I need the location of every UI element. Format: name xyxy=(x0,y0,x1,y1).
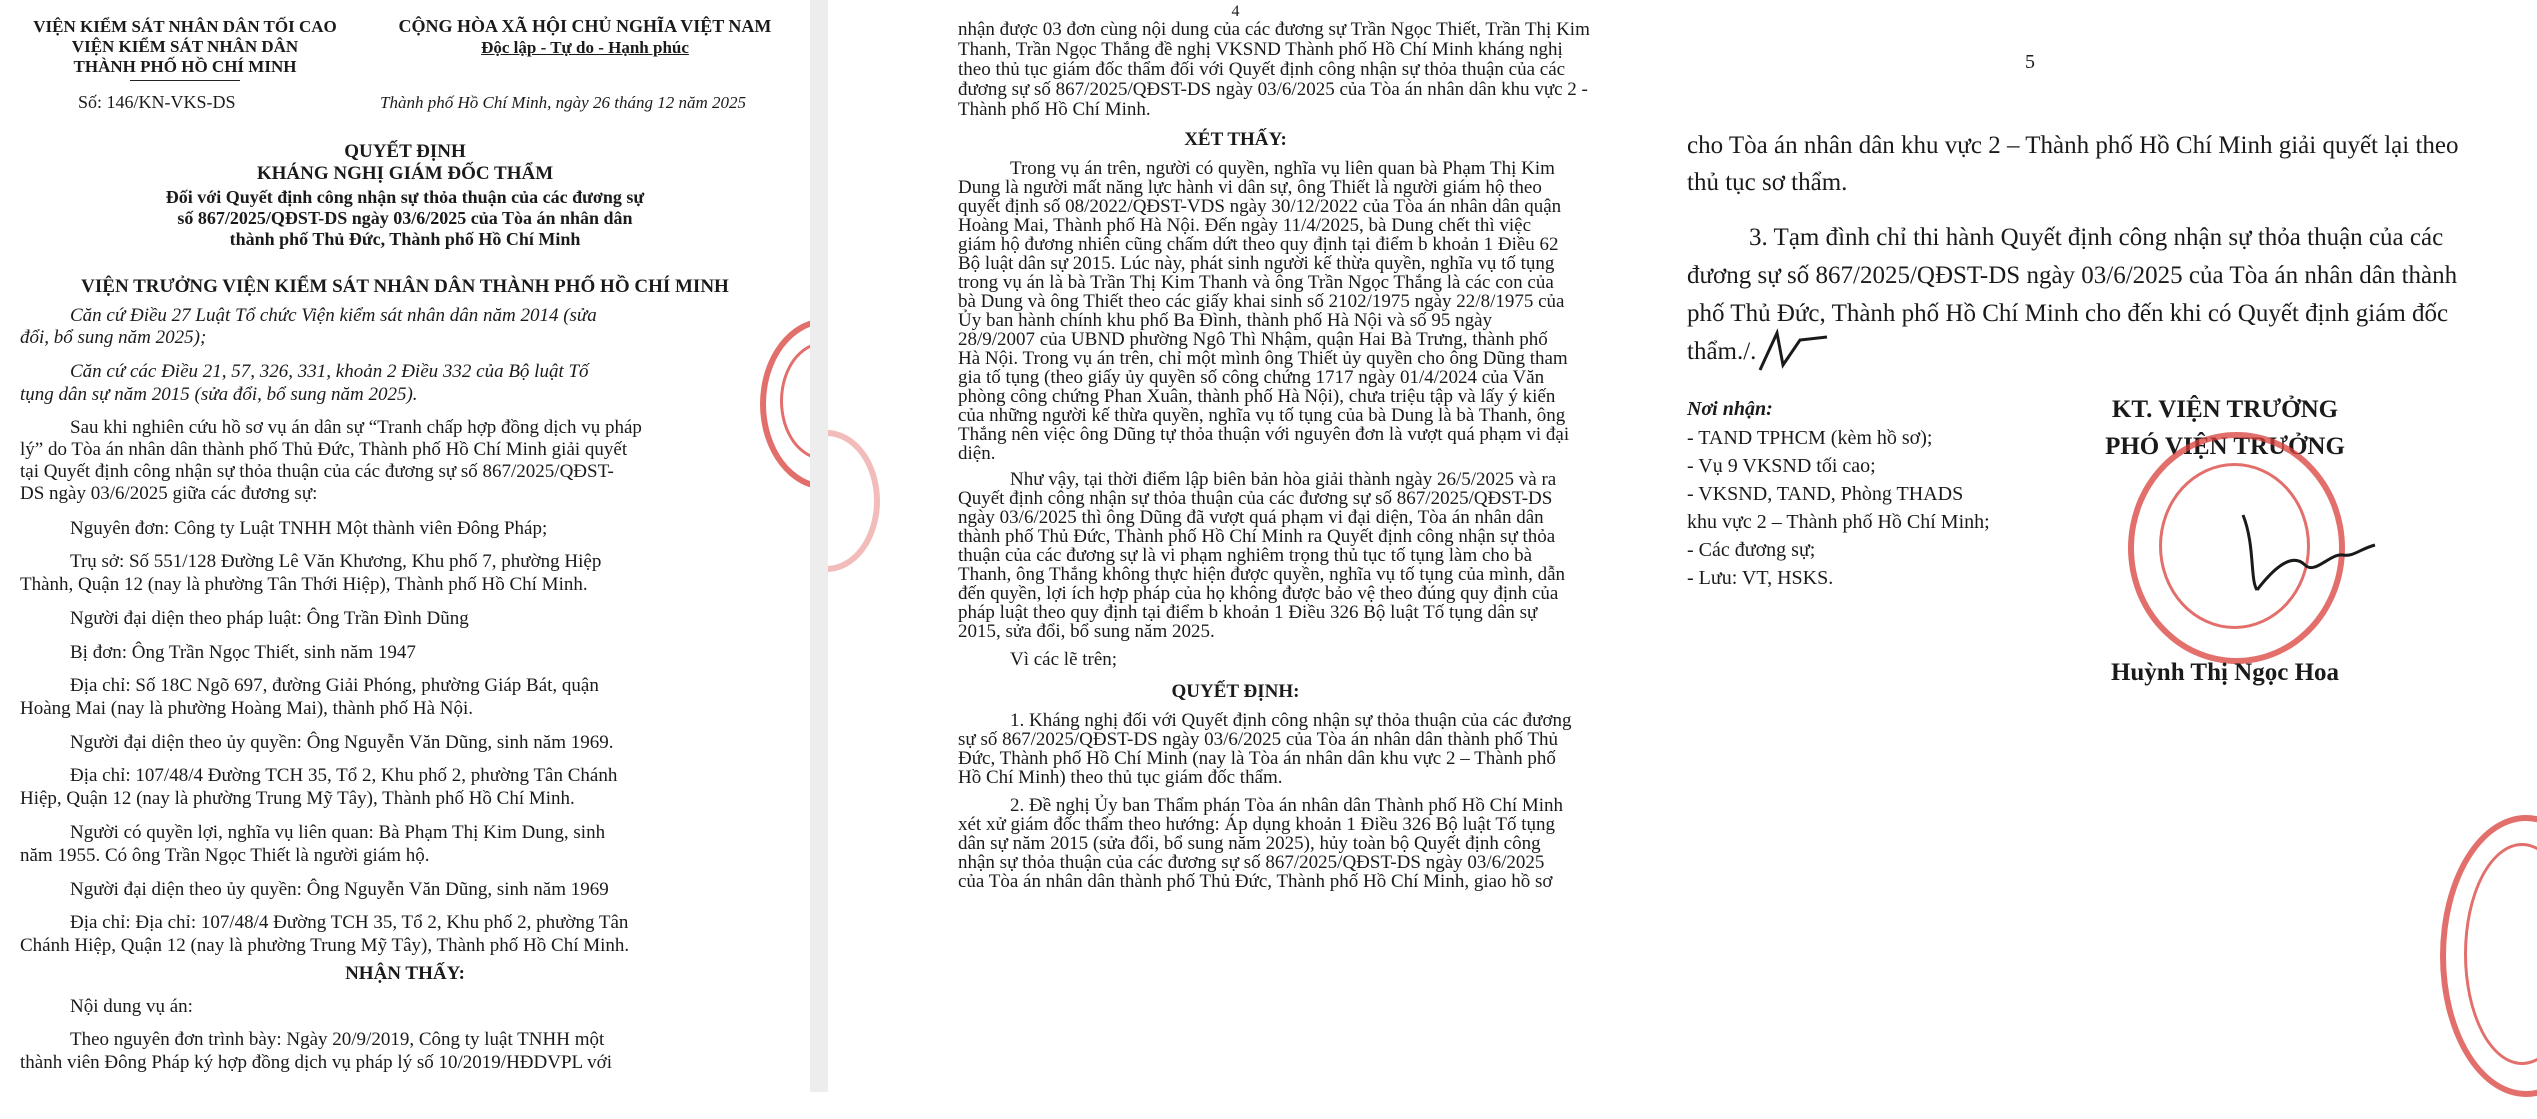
signature xyxy=(2235,505,2385,600)
text-line: lý” do Tòa án nhân dân thành phố Thủ Đức, Thành phố Hồ Chí Minh giải quyết xyxy=(20,439,628,460)
section-heading: NHẬN THẤY: xyxy=(345,963,465,984)
text-line: Dung là người mất năng lực hành vi dân sự, ông Thiết là người giám hộ theo xyxy=(958,177,1542,198)
text-line: Vì các lẽ trên; xyxy=(1010,649,1118,670)
text-line: Hà Nội. Trong vụ án trên, chỉ một mình ông Thiết ủy quyền cho ông Dũng tham xyxy=(958,348,1568,369)
text-line: thủ tục sơ thẩm. xyxy=(1687,169,1848,196)
text-line: Căn cứ các Điều 21, 57, 326, 331, khoản 2 Điều 332 của Bộ luật Tố xyxy=(70,361,589,382)
agency-name-city: THÀNH PHỐ HỒ CHÍ MINH xyxy=(73,57,297,76)
text-line: Địa chỉ: 107/48/4 Đường TCH 35, Tổ 2, Khu phố 2, phường Tân Chánh xyxy=(70,765,618,786)
document-number: Số: 146/KN-VKS-DS xyxy=(78,92,236,112)
text-line: trong vụ án là bà Trần Thị Kim Thanh và ông Trần Ngọc Thắng là các con của xyxy=(958,272,1554,293)
seal-stamp xyxy=(760,318,810,490)
text-line: 1. Kháng nghị đối với Quyết định công nhận sự thỏa thuận của các đương xyxy=(1010,710,1572,731)
text-line: diện. xyxy=(958,443,996,464)
document-date: Thành phố Hồ Chí Minh, ngày 26 tháng 12 năm 2025 xyxy=(380,93,746,112)
text-line: thuận của các đương sự là vi phạm nghiêm trọng thủ tục tố tụng làm cho bà xyxy=(958,545,1533,566)
national-title: CỘNG HÒA XÃ HỘI CHỦ NGHĨA VIỆT NAM xyxy=(398,16,772,36)
text-line: cho Tòa án nhân dân khu vực 2 – Thành phố Hồ Chí Minh giải quyết lại theo xyxy=(1687,132,2459,159)
text-line: 2015, sửa đổi, bổ sung năm 2025. xyxy=(958,621,1215,642)
text-line: Theo nguyên đơn trình bày: Ngày 20/9/2019, Công ty luật TNHH một xyxy=(70,1029,605,1050)
seal-stamp-edge xyxy=(2440,815,2537,1097)
text-line: Căn cứ Điều 27 Luật Tổ chức Viện kiểm sát nhân dân năm 2014 (sửa xyxy=(70,305,597,326)
text-line: quyết định số 08/2022/QĐST-VDS ngày 30/12/2022 của Tòa án nhân dân quận xyxy=(958,196,1562,217)
text-line: Đức, Thành phố Hồ Chí Minh (nay là Tòa án nhân dân khu vực 2 – Thành phố xyxy=(958,748,1556,769)
recipient-item: khu vực 2 – Thành phố Hồ Chí Minh; xyxy=(1687,511,1990,533)
text-line: xét xử giám đốc thẩm theo hướng: Áp dụng khoản 1 Điều 326 Bộ luật Tố tụng xyxy=(958,814,1556,835)
text-line: Nội dung vụ án: xyxy=(70,996,193,1017)
decision-scope-line-3: thành phố Thủ Đức, Thành phố Hồ Chí Minh xyxy=(229,229,581,249)
text-line: tụng dân sự năm 2015 (sửa đổi, bổ sung năm 2025). xyxy=(20,384,418,405)
page-number: 4 xyxy=(1231,3,1240,20)
decision-scope-line-1: Đối với Quyết định công nhận sự thỏa thuận của các đương sự xyxy=(165,187,645,207)
text-line: dân sự năm 2015 (sửa đổi, bổ sung năm 2025), hủy toàn bộ Quyết định công xyxy=(958,833,1541,854)
signer-name: Huỳnh Thị Ngọc Hoa xyxy=(2110,659,2340,686)
document-page-1 xyxy=(0,0,810,1092)
text-line: giám hộ đương nhiên cũng chấm dứt theo quy định tại điểm b khoản 1 Điều 62 xyxy=(958,234,1559,255)
text-line: ngày 03/6/2025 thì ông Dũng đã vượt quá phạm vi đại diện, Tòa án nhân dân xyxy=(958,507,1544,528)
initial-mark xyxy=(1755,325,1835,380)
recipient-item: - Các đương sự; xyxy=(1687,539,1816,561)
text-line: thẩm./. xyxy=(1687,338,1757,365)
text-line: tại Quyết định công nhận sự thỏa thuận của các đương sự số 867/2025/QĐST- xyxy=(20,461,614,482)
text-line: đương sự số 867/2025/QĐST-DS ngày 03/6/2025 của Tòa án nhân dân thành xyxy=(1687,262,2458,289)
page-separator xyxy=(810,0,828,1092)
text-line: Người có quyền lợi, nghĩa vụ liên quan: Bà Phạm Thị Kim Dung, sinh xyxy=(70,822,606,843)
text-line: năm 1955. Có ông Trần Ngọc Thiết là người giám hộ. xyxy=(20,845,430,866)
text-line: Như vậy, tại thời điểm lập biên bản hòa giải thành ngày 26/5/2025 và ra xyxy=(1010,469,1557,490)
text-line: theo thủ tục giám đốc thẩm đối với Quyết định công nhận sự thỏa thuận của các xyxy=(958,59,1566,80)
text-line: bà Dung và ông Thiết theo các giấy khai sinh số 2102/1975 ngày 22/8/1975 của xyxy=(958,291,1565,312)
text-line: Người đại diện theo ủy quyền: Ông Nguyễn Văn Dũng, sinh năm 1969 xyxy=(70,879,609,900)
recipients-title: Nơi nhận: xyxy=(1687,398,1773,420)
text-line: Chánh Hiệp, Quận 12 (nay là phường Trung Mỹ Tây), Thành phố Hồ Chí Minh. xyxy=(20,935,630,956)
decision-subtitle: KHÁNG NGHỊ GIÁM ĐỐC THẨM xyxy=(256,163,554,184)
section-heading: QUYẾT ĐỊNH: xyxy=(1171,681,1300,702)
text-line: phố Thủ Đức, Thành phố Hồ Chí Minh cho đến khi có Quyết định giám đốc xyxy=(1687,300,2449,327)
text-line: của Tòa án nhân dân thành phố Thủ Đức, Thành phố Hồ Chí Minh, giao hồ sơ xyxy=(958,871,1553,892)
text-line: của những người kế thừa quyền, nghĩa vụ tố tụng của bà Dung là bà Thanh, ông xyxy=(958,405,1566,426)
agency-name-procuracy: VIỆN KIỂM SÁT NHÂN DÂN xyxy=(71,37,299,56)
section-heading: XÉT THẤY: xyxy=(1184,129,1287,150)
decision-scope-line-2: số 867/2025/QĐST-DS ngày 03/6/2025 của Tòa án nhân dân xyxy=(177,208,633,228)
recipient-item: - Lưu: VT, HSKS. xyxy=(1687,567,1834,589)
agency-underline xyxy=(130,80,240,81)
national-motto: Độc lập - Tự do - Hạnh phúc xyxy=(481,38,689,57)
text-line: Địa chỉ: Địa chỉ: 107/48/4 Đường TCH 35, Tổ 2, Khu phố 2, phường Tân xyxy=(70,912,629,933)
text-line: Địa chỉ: Số 18C Ngõ 697, đường Giải Phóng, phường Giáp Bát, quận xyxy=(70,675,599,696)
text-line: phòng công chứng Phan Xuân, thành phố Hà Nội), chưa triệu tập và lấy ý kiến xyxy=(958,386,1556,407)
page-number: 5 xyxy=(2025,51,2035,73)
text-line: Hoàng Mai (nay là phường Hoàng Mai), thành phố Hà Nội. xyxy=(20,698,474,719)
signer-position: KT. VIỆN TRƯỞNG xyxy=(2111,396,2339,423)
text-line: đến quyền, lợi ích hợp pháp của họ không được bảo vệ theo đúng quy định của xyxy=(958,583,1559,604)
text-line: Ủy ban hành chính khu phố Ba Đình, thành phố Hà Nội và số 95 ngày xyxy=(958,310,1493,331)
text-line: 2. Đề nghị Ủy ban Thẩm phán Tòa án nhân dân Thành phố Hồ Chí Minh xyxy=(1010,795,1564,816)
text-line: Bộ luật dân sự 2015. Lúc này, phát sinh người kế thừa quyền, nghĩa vụ tố tụng xyxy=(958,253,1555,274)
text-line: nhận sự thỏa thuận của các đương sự số 867/2025/QĐST-DS ngày 03/6/2025 xyxy=(958,852,1545,873)
issuer-heading: VIỆN TRƯỞNG VIỆN KIỂM SÁT NHÂN DÂN THÀNH PHỐ HỒ CHÍ MINH xyxy=(81,276,729,297)
text-line: Thắng nên việc ông Dũng tự thỏa thuận với nguyên đơn là vượt quá phạm vi đại xyxy=(958,424,1570,445)
text-line: Thanh, ông Thắng không thực hiện được quyền, nghĩa vụ tố tụng của mình, dẫn xyxy=(958,564,1566,585)
text-line: Thành phố Hồ Chí Minh. xyxy=(958,99,1151,120)
text-line: Thanh, Trần Ngọc Thắng đề nghị VKSND Thành phố Hồ Chí Minh kháng nghị xyxy=(958,39,1563,60)
text-line: sự số 867/2025/QĐST-DS ngày 03/6/2025 của Tòa án nhân dân thành phố Thủ xyxy=(958,729,1558,750)
text-line: Nguyên đơn: Công ty Luật TNHH Một thành viên Đông Pháp; xyxy=(70,518,548,539)
text-line: nhận được 03 đơn cùng nội dung của các đương sự Trần Ngọc Thiết, Trần Thị Kim xyxy=(958,19,1590,40)
text-line: Sau khi nghiên cứu hồ sơ vụ án dân sự “Tranh chấp hợp đồng dịch vụ pháp xyxy=(70,417,642,438)
decision-title: QUYẾT ĐỊNH xyxy=(344,141,466,162)
seal-stamp-faint xyxy=(828,430,880,572)
document-page-3 xyxy=(1645,0,2537,1119)
text-line: đổi, bổ sung năm 2025); xyxy=(20,327,207,348)
text-line: 28/9/2007 của UBND phường Ngô Thì Nhậm, quận Hai Bà Trưng, thành phố xyxy=(958,329,1548,350)
text-line: Quyết định công nhận sự thỏa thuận của các đương sự số 867/2025/QĐST-DS xyxy=(958,488,1553,509)
text-line: Trong vụ án trên, người có quyền, nghĩa vụ liên quan bà Phạm Thị Kim xyxy=(1010,158,1555,179)
text-line: pháp luật theo quy định tại điểm b khoản 1 Điều 326 Bộ luật Tố tụng dân sự xyxy=(958,602,1538,623)
text-line: Hồ Chí Minh) theo thủ tục giám đốc thẩm. xyxy=(958,767,1283,788)
recipient-item: - VKSND, TAND, Phòng THADS xyxy=(1687,483,1964,505)
text-line: DS ngày 03/6/2025 giữa các đương sự: xyxy=(20,483,318,504)
text-line: Thành, Quận 12 (nay là phường Tân Thới Hiệp), Thành phố Hồ Chí Minh. xyxy=(20,574,588,595)
recipient-item: - Vụ 9 VKSND tối cao; xyxy=(1687,455,1876,477)
document-page-2 xyxy=(828,0,1643,1090)
text-line: gia tố tụng (theo giấy ủy quyền số công chứng 1717 ngày 01/4/2024 của Văn xyxy=(958,367,1545,388)
text-line: Hiệp, Quận 12 (nay là phường Trung Mỹ Tây), Thành phố Hồ Chí Minh. xyxy=(20,788,575,809)
text-line: 3. Tạm đình chỉ thi hành Quyết định công nhận sự thỏa thuận của các xyxy=(1749,224,2444,251)
recipient-item: - TAND TPHCM (kèm hồ sơ); xyxy=(1687,427,1933,449)
text-line: đương sự số 867/2025/QĐST-DS ngày 03/6/2025 của Tòa án nhân dân khu vực 2 - xyxy=(958,79,1588,100)
agency-name-supreme: VIỆN KIỂM SÁT NHÂN DÂN TỐI CAO xyxy=(33,17,337,36)
text-line: thành phố Thủ Đức, Thành phố Hồ Chí Minh ra Quyết định công nhận sự thỏa xyxy=(958,526,1556,547)
text-line: Người đại diện theo ủy quyền: Ông Nguyễn Văn Dũng, sinh năm 1969. xyxy=(70,732,614,753)
text-line: Bị đơn: Ông Trần Ngọc Thiết, sinh năm 1947 xyxy=(70,642,416,663)
signer-title: PHÓ VIỆN TRƯỞNG xyxy=(2105,433,2345,460)
text-line: Trụ sở: Số 551/128 Đường Lê Văn Khương, Khu phố 7, phường Hiệp xyxy=(70,551,602,572)
text-line: thành viên Đông Pháp ký hợp đồng dịch vụ pháp lý số 10/2019/HĐDVPL với xyxy=(20,1052,612,1073)
text-line: Người đại diện theo pháp luật: Ông Trần Đình Dũng xyxy=(70,608,469,629)
text-line: Hoàng Mai, Thành phố Hà Nội. Đến ngày 11/4/2025, bà Dung chết thì việc xyxy=(958,215,1532,236)
